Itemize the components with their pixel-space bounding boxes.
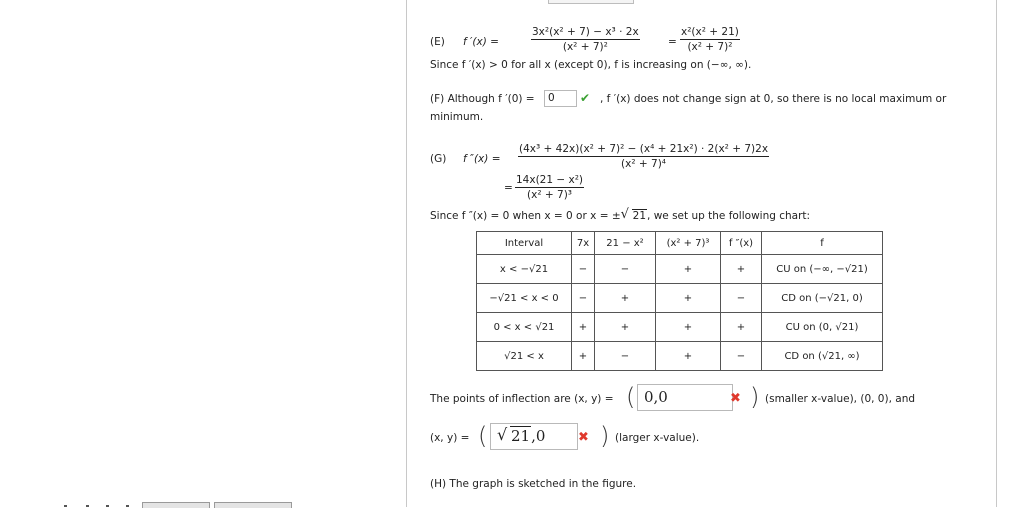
- sign-fdoubleprime-cell: +: [721, 313, 762, 342]
- right-frame-border: [996, 0, 997, 507]
- part-e-label: (E): [430, 36, 445, 48]
- cross-icon: ✖: [578, 430, 589, 445]
- cross-icon: ✖: [730, 391, 741, 406]
- left-frame-border: [406, 0, 407, 507]
- header-21-minus-x2: 21 − x²: [595, 232, 656, 255]
- part-e-lhs: f ′(x) =: [463, 36, 499, 48]
- part-g-lhs: f ″(x) =: [463, 153, 501, 165]
- inflection-post-1: (smaller x-value), (0, 0), and: [765, 393, 916, 405]
- sign-fdoubleprime-cell: −: [721, 342, 762, 371]
- sqrt-21-radicand: 21: [632, 210, 647, 222]
- concavity-cell: CD on (−√21, 0): [762, 284, 883, 313]
- close-paren-1: ): [750, 383, 760, 411]
- concavity-cell: CU on (0, √21): [762, 313, 883, 342]
- part-g-frac2-numerator: 14x(21 − x²): [516, 174, 584, 186]
- part-e-equals: =: [668, 36, 677, 48]
- sign-fdoubleprime-cell: +: [721, 255, 762, 284]
- sqrt-21-answer: √ 21: [497, 425, 531, 445]
- inflection-label: The points of inflection are (x, y) =: [430, 393, 614, 405]
- sqrt-21: √ 21: [620, 207, 647, 222]
- top-tab: [548, 0, 634, 4]
- part-f-continuation: , f ′(x) does not change sign at 0, so there is no local maximum or: [600, 93, 947, 105]
- inflection-post-2: (larger x-value).: [615, 432, 700, 444]
- part-g-since: [430, 207, 811, 222]
- sign-denominator-cell: +: [656, 255, 721, 284]
- header-interval: Interval: [477, 232, 572, 255]
- inflection-point-2-input[interactable]: [490, 423, 578, 450]
- sign-fdoubleprime-cell: −: [721, 284, 762, 313]
- sign-7x-cell: +: [572, 342, 595, 371]
- part-f-label: (F) Although f ′(0) =: [430, 93, 535, 105]
- part-f-line2: minimum.: [430, 111, 484, 123]
- sign-7x-cell: −: [572, 284, 595, 313]
- table-row: [477, 284, 883, 313]
- header-f: f: [762, 232, 883, 255]
- sign-denominator-cell: +: [656, 313, 721, 342]
- table-row: [477, 255, 883, 284]
- part-h-text: (H) The graph is sketched in the figure.: [430, 478, 637, 490]
- part-e-frac2-denominator: (x² + 7)²: [687, 41, 733, 53]
- part-g-since-pre: Since f ″(x) = 0 when x = 0 or x = ±: [430, 210, 621, 222]
- part-e-fraction-1: [531, 26, 640, 53]
- header-7x: 7x: [572, 232, 595, 255]
- table-row: [477, 313, 883, 342]
- answer-2-rest: ,0: [531, 427, 546, 445]
- header-fdoubleprime: f ″(x): [721, 232, 762, 255]
- sign-21-cell: −: [595, 342, 656, 371]
- sign-denominator-cell: +: [656, 284, 721, 313]
- part-e-frac2-numerator: x²(x² + 21): [681, 26, 739, 38]
- part-e-fraction-2: [680, 26, 740, 53]
- part-g-frac1-denominator: (x² + 7)⁴: [621, 158, 666, 170]
- sign-denominator-cell: +: [656, 342, 721, 371]
- sign-21-cell: +: [595, 284, 656, 313]
- check-icon: ✔: [580, 91, 591, 105]
- concavity-cell: CD on (√21, ∞): [762, 342, 883, 371]
- fprime-zero-input[interactable]: 0: [544, 90, 577, 107]
- part-g-fraction-1: [518, 143, 769, 170]
- bottom-button-2[interactable]: [214, 502, 292, 508]
- interval-cell: −√21 < x < 0: [477, 284, 572, 313]
- part-g-frac1-numerator: (4x³ + 42x)(x² + 7)² − (x⁴ + 21x²) · 2(x² + 7)2x: [519, 143, 769, 155]
- inflection-label-2: (x, y) =: [430, 432, 470, 444]
- interval-cell: x < −√21: [477, 255, 572, 284]
- table-row: [477, 342, 883, 371]
- bottom-button-1[interactable]: [142, 502, 210, 508]
- sqrt-21-answer-radicand: 21: [511, 427, 531, 445]
- sign-chart-header-row: [477, 232, 883, 255]
- sign-chart: [476, 231, 883, 371]
- part-g-since-post: , we set up the following chart:: [647, 210, 811, 222]
- interval-cell: √21 < x: [477, 342, 572, 371]
- header-denominator: (x² + 7)³: [656, 232, 721, 255]
- part-e-frac1-numerator: 3x²(x² + 7) − x³ · 2x: [532, 26, 639, 38]
- close-paren-2: ): [600, 422, 610, 450]
- part-g-fraction-2: [515, 174, 584, 201]
- interval-cell: 0 < x < √21: [477, 313, 572, 342]
- sign-7x-cell: −: [572, 255, 595, 284]
- part-e-frac1-denominator: (x² + 7)²: [562, 41, 608, 53]
- part-e-since: Since f ′(x) > 0 for all x (except 0), f is increasing on (−∞, ∞).: [430, 59, 752, 71]
- concavity-cell: CU on (−∞, −√21): [762, 255, 883, 284]
- open-paren-2: (: [478, 422, 488, 450]
- part-g-equals: =: [504, 182, 513, 194]
- sign-21-cell: −: [595, 255, 656, 284]
- sign-7x-cell: +: [572, 313, 595, 342]
- part-g-frac2-denominator: (x² + 7)³: [527, 189, 572, 201]
- part-g-label: (G): [430, 153, 447, 165]
- sign-21-cell: +: [595, 313, 656, 342]
- open-paren-1: (: [626, 383, 636, 411]
- inflection-point-1-input[interactable]: 0,0: [637, 384, 733, 411]
